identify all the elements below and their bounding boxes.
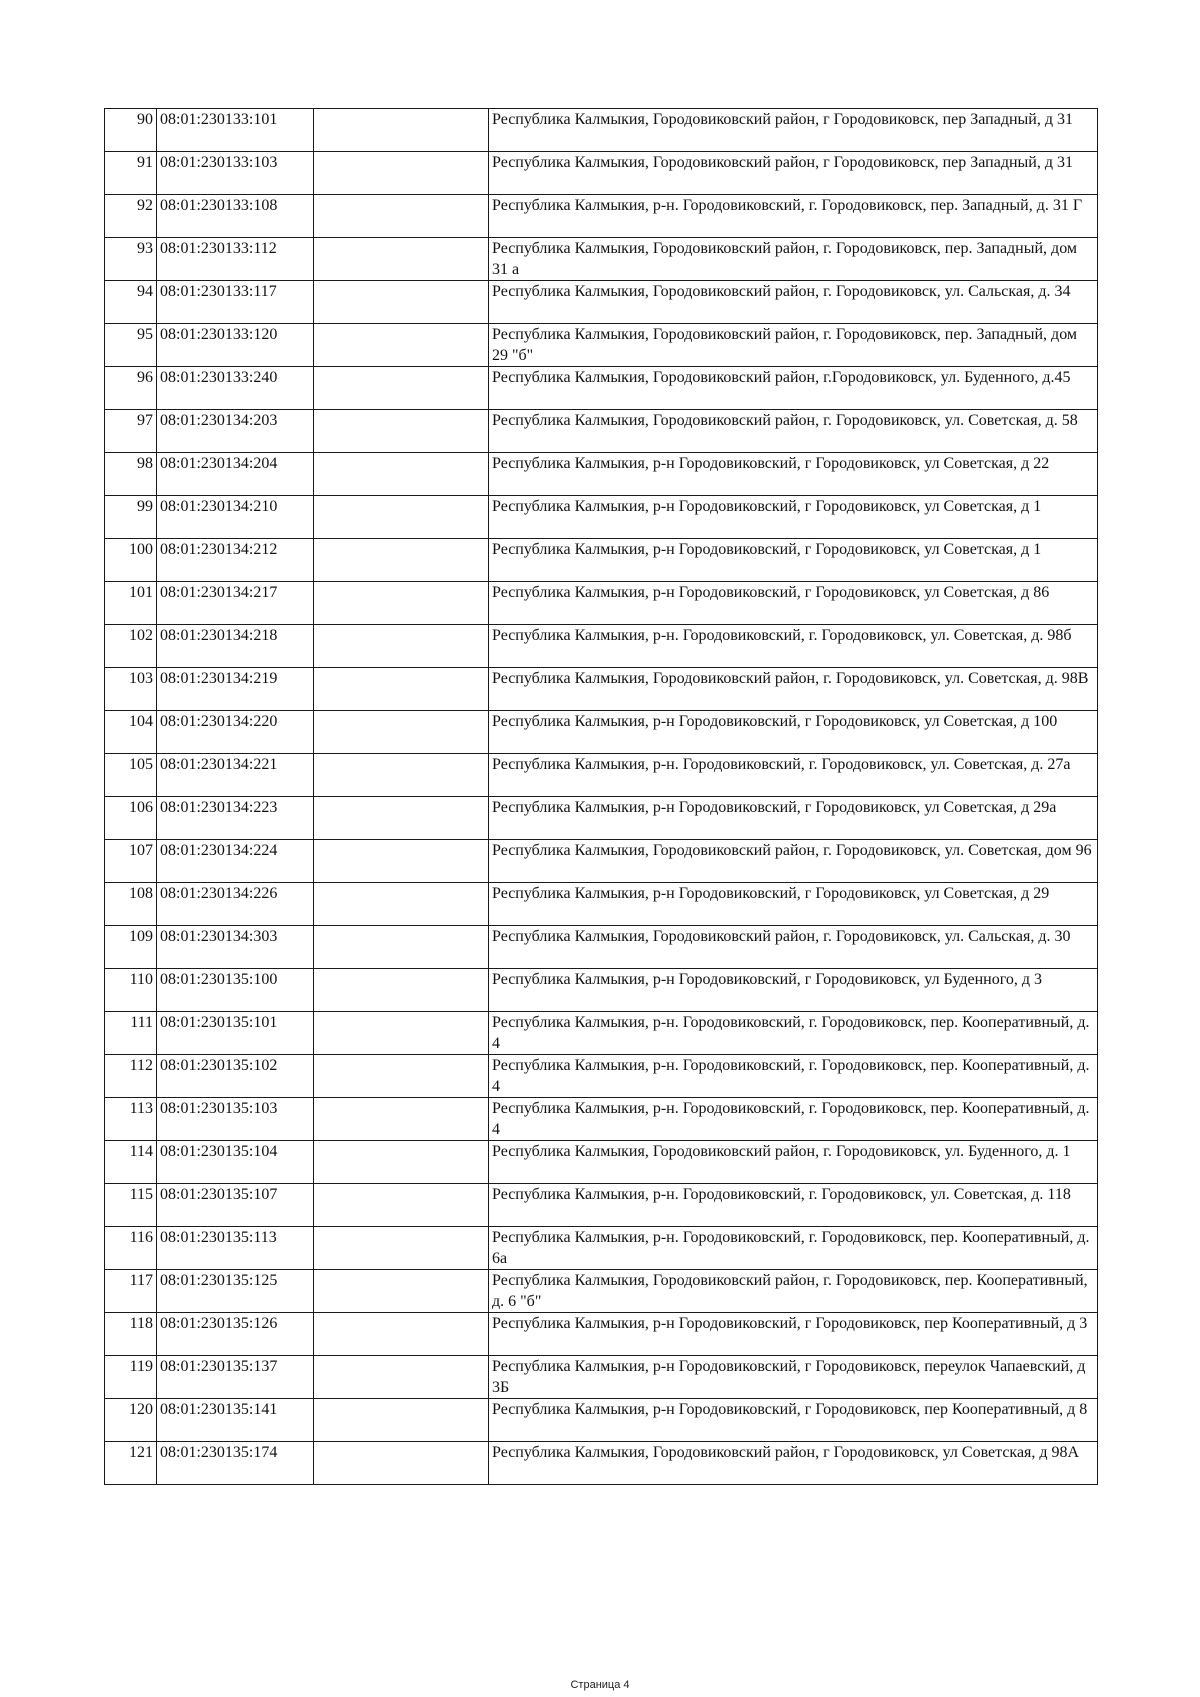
table-row [105, 367, 1098, 410]
address-cell: Республика Калмыкия, р-н Городовиковский, г Городовиковск, пер Кооперативный, д 3 [489, 1313, 1098, 1356]
empty-cell [314, 668, 489, 711]
row-number: 115 [105, 1184, 157, 1227]
row-number: 114 [105, 1141, 157, 1184]
table-row [105, 797, 1098, 840]
table-row [105, 883, 1098, 926]
table-row [105, 1184, 1098, 1227]
table-row [105, 840, 1098, 883]
cadastral-number: 08:01:230135:102 [157, 1055, 314, 1098]
empty-cell [314, 1356, 489, 1399]
row-number: 120 [105, 1399, 157, 1442]
address-cell: Республика Калмыкия, р-н Городовиковский, г Городовиковск, ул Советская, д 22 [489, 453, 1098, 496]
cadastral-number: 08:01:230135:100 [157, 969, 314, 1012]
cadastral-number: 08:01:230135:101 [157, 1012, 314, 1055]
empty-cell [314, 582, 489, 625]
address-cell: Республика Калмыкия, р-н Городовиковский, г Городовиковск, ул Советская, д 1 [489, 496, 1098, 539]
address-cell: Республика Калмыкия, р-н. Городовиковский, г. Городовиковск, ул. Советская, д. 118 [489, 1184, 1098, 1227]
address-cell: Республика Калмыкия, р-н Городовиковский, г Городовиковск, ул Советская, д 29а [489, 797, 1098, 840]
empty-cell [314, 1184, 489, 1227]
row-number: 96 [105, 367, 157, 410]
empty-cell [314, 1313, 489, 1356]
row-number: 105 [105, 754, 157, 797]
table-row [105, 582, 1098, 625]
row-number: 113 [105, 1098, 157, 1141]
address-cell: Республика Калмыкия, р-н. Городовиковский, г. Городовиковск, пер. Кооперативный, д. 4 [489, 1055, 1098, 1098]
table-row [105, 969, 1098, 1012]
empty-cell [314, 496, 489, 539]
empty-cell [314, 238, 489, 281]
empty-cell [314, 1055, 489, 1098]
cadastral-number: 08:01:230134:218 [157, 625, 314, 668]
empty-cell [314, 625, 489, 668]
cadastral-number: 08:01:230133:101 [157, 109, 314, 152]
empty-cell [314, 1141, 489, 1184]
cadastral-number: 08:01:230134:217 [157, 582, 314, 625]
address-cell: Республика Калмыкия, Городовиковский район, г. Городовиковск, ул. Буденного, д. 1 [489, 1141, 1098, 1184]
empty-cell [314, 453, 489, 496]
table-row [105, 152, 1098, 195]
row-number: 98 [105, 453, 157, 496]
empty-cell [314, 539, 489, 582]
table-row [105, 1012, 1098, 1055]
empty-cell [314, 152, 489, 195]
row-number: 95 [105, 324, 157, 367]
cadastral-number: 08:01:230135:125 [157, 1270, 314, 1313]
empty-cell [314, 840, 489, 883]
registry-table-body [105, 109, 1098, 1485]
address-cell: Республика Калмыкия, р-н Городовиковский, г Городовиковск, ул Советская, д 1 [489, 539, 1098, 582]
cadastral-number: 08:01:230133:108 [157, 195, 314, 238]
page-number: Страница 4 [570, 1679, 630, 1691]
empty-cell [314, 281, 489, 324]
empty-cell [314, 969, 489, 1012]
row-number: 101 [105, 582, 157, 625]
row-number: 94 [105, 281, 157, 324]
table-row [105, 496, 1098, 539]
row-number: 102 [105, 625, 157, 668]
cadastral-number: 08:01:230135:104 [157, 1141, 314, 1184]
address-cell: Республика Калмыкия, р-н. Городовиковский, г. Городовиковск, ул. Советская, д. 27а [489, 754, 1098, 797]
row-number: 92 [105, 195, 157, 238]
address-cell: Республика Калмыкия, р-н Городовиковский, г Городовиковск, ул Советская, д 100 [489, 711, 1098, 754]
empty-cell [314, 754, 489, 797]
table-row [105, 754, 1098, 797]
row-number: 103 [105, 668, 157, 711]
table-row [105, 324, 1098, 367]
cadastral-number: 08:01:230135:126 [157, 1313, 314, 1356]
table-row [105, 625, 1098, 668]
address-cell: Республика Калмыкия, Городовиковский район, г. Городовиковск, ул. Советская, д. 98В [489, 668, 1098, 711]
address-cell: Республика Калмыкия, Городовиковский район, г.Городовиковск, ул. Буденного, д.45 [489, 367, 1098, 410]
table-row [105, 1270, 1098, 1313]
empty-cell [314, 367, 489, 410]
table-row [105, 1141, 1098, 1184]
address-cell: Республика Калмыкия, р-н. Городовиковский, г. Городовиковск, пер. Кооперативный, д. 4 [489, 1098, 1098, 1141]
address-cell: Республика Калмыкия, р-н. Городовиковский, г. Городовиковск, пер. Кооперативный, д. 6а [489, 1227, 1098, 1270]
table-row [105, 926, 1098, 969]
row-number: 91 [105, 152, 157, 195]
table-row [105, 410, 1098, 453]
cadastral-number: 08:01:230133:120 [157, 324, 314, 367]
cadastral-number: 08:01:230133:240 [157, 367, 314, 410]
cadastral-number: 08:01:230133:103 [157, 152, 314, 195]
address-cell: Республика Калмыкия, р-н Городовиковский, г Городовиковск, ул Советская, д 86 [489, 582, 1098, 625]
table-row [105, 668, 1098, 711]
address-cell: Республика Калмыкия, Городовиковский район, г. Городовиковск, пер. Западный, дом 29 "б" [489, 324, 1098, 367]
row-number: 104 [105, 711, 157, 754]
row-number: 93 [105, 238, 157, 281]
table-row [105, 1356, 1098, 1399]
table-row [105, 195, 1098, 238]
row-number: 110 [105, 969, 157, 1012]
table-row [105, 238, 1098, 281]
cadastral-number: 08:01:230133:117 [157, 281, 314, 324]
address-cell: Республика Калмыкия, р-н Городовиковский, г Городовиковск, переулок Чапаевский, д 3Б [489, 1356, 1098, 1399]
empty-cell [314, 324, 489, 367]
row-number: 117 [105, 1270, 157, 1313]
cadastral-number: 08:01:230134:221 [157, 754, 314, 797]
table-row [105, 539, 1098, 582]
address-cell: Республика Калмыкия, Городовиковский район, г. Городовиковск, ул. Сальская, д. 30 [489, 926, 1098, 969]
empty-cell [314, 1399, 489, 1442]
cadastral-number: 08:01:230135:174 [157, 1442, 314, 1485]
table-row [105, 1313, 1098, 1356]
cadastral-number: 08:01:230134:223 [157, 797, 314, 840]
table-row [105, 109, 1098, 152]
empty-cell [314, 1098, 489, 1141]
address-cell: Республика Калмыкия, р-н Городовиковский, г Городовиковск, ул Советская, д 29 [489, 883, 1098, 926]
address-cell: Республика Калмыкия, Городовиковский район, г Городовиковск, пер Западный, д 31 [489, 109, 1098, 152]
cadastral-number: 08:01:230135:107 [157, 1184, 314, 1227]
cadastral-number: 08:01:230134:210 [157, 496, 314, 539]
row-number: 119 [105, 1356, 157, 1399]
cadastral-number: 08:01:230134:303 [157, 926, 314, 969]
row-number: 112 [105, 1055, 157, 1098]
cadastral-number: 08:01:230135:103 [157, 1098, 314, 1141]
empty-cell [314, 1442, 489, 1485]
row-number: 100 [105, 539, 157, 582]
cadastral-number: 08:01:230135:113 [157, 1227, 314, 1270]
cadastral-number: 08:01:230134:219 [157, 668, 314, 711]
cadastral-number: 08:01:230134:212 [157, 539, 314, 582]
table-row [105, 1442, 1098, 1485]
cadastral-number: 08:01:230134:204 [157, 453, 314, 496]
address-cell: Республика Калмыкия, р-н. Городовиковский, г. Городовиковск, пер. Западный, д. 31 Г [489, 195, 1098, 238]
address-cell: Республика Калмыкия, Городовиковский район, г. Городовиковск, пер. Западный, дом 31 а [489, 238, 1098, 281]
empty-cell [314, 1012, 489, 1055]
registry-table [104, 108, 1098, 1485]
empty-cell [314, 926, 489, 969]
row-number: 108 [105, 883, 157, 926]
row-number: 121 [105, 1442, 157, 1485]
empty-cell [314, 410, 489, 453]
table-row [105, 1227, 1098, 1270]
table-row [105, 1098, 1098, 1141]
row-number: 107 [105, 840, 157, 883]
row-number: 90 [105, 109, 157, 152]
address-cell: Республика Калмыкия, Городовиковский район, г Городовиковск, пер Западный, д 31 [489, 152, 1098, 195]
empty-cell [314, 797, 489, 840]
address-cell: Республика Калмыкия, Городовиковский район, г Городовиковск, ул Советская, д 98А [489, 1442, 1098, 1485]
row-number: 118 [105, 1313, 157, 1356]
cadastral-number: 08:01:230135:141 [157, 1399, 314, 1442]
cadastral-number: 08:01:230134:203 [157, 410, 314, 453]
address-cell: Республика Калмыкия, р-н Городовиковский, г Городовиковск, ул Буденного, д 3 [489, 969, 1098, 1012]
table-row [105, 1399, 1098, 1442]
empty-cell [314, 109, 489, 152]
address-cell: Республика Калмыкия, Городовиковский район, г. Городовиковск, ул. Советская, дом 96 [489, 840, 1098, 883]
table-row [105, 711, 1098, 754]
table-row [105, 281, 1098, 324]
row-number: 99 [105, 496, 157, 539]
address-cell: Республика Калмыкия, Городовиковский район, г. Городовиковск, пер. Кооперативный, д. 6 "б" [489, 1270, 1098, 1313]
row-number: 97 [105, 410, 157, 453]
empty-cell [314, 711, 489, 754]
empty-cell [314, 883, 489, 926]
cadastral-number: 08:01:230134:224 [157, 840, 314, 883]
row-number: 106 [105, 797, 157, 840]
empty-cell [314, 1227, 489, 1270]
row-number: 109 [105, 926, 157, 969]
cadastral-number: 08:01:230134:226 [157, 883, 314, 926]
row-number: 111 [105, 1012, 157, 1055]
row-number: 116 [105, 1227, 157, 1270]
address-cell: Республика Калмыкия, Городовиковский район, г. Городовиковск, ул. Сальская, д. 34 [489, 281, 1098, 324]
address-cell: Республика Калмыкия, р-н Городовиковский, г Городовиковск, пер Кооперативный, д 8 [489, 1399, 1098, 1442]
address-cell: Республика Калмыкия, Городовиковский район, г. Городовиковск, ул. Советская, д. 58 [489, 410, 1098, 453]
cadastral-number: 08:01:230134:220 [157, 711, 314, 754]
address-cell: Республика Калмыкия, р-н. Городовиковский, г. Городовиковск, ул. Советская, д. 98б [489, 625, 1098, 668]
cadastral-number: 08:01:230135:137 [157, 1356, 314, 1399]
cadastral-number: 08:01:230133:112 [157, 238, 314, 281]
table-row [105, 1055, 1098, 1098]
empty-cell [314, 195, 489, 238]
empty-cell [314, 1270, 489, 1313]
address-cell: Республика Калмыкия, р-н. Городовиковский, г. Городовиковск, пер. Кооперативный, д. 4 [489, 1012, 1098, 1055]
table-row [105, 453, 1098, 496]
